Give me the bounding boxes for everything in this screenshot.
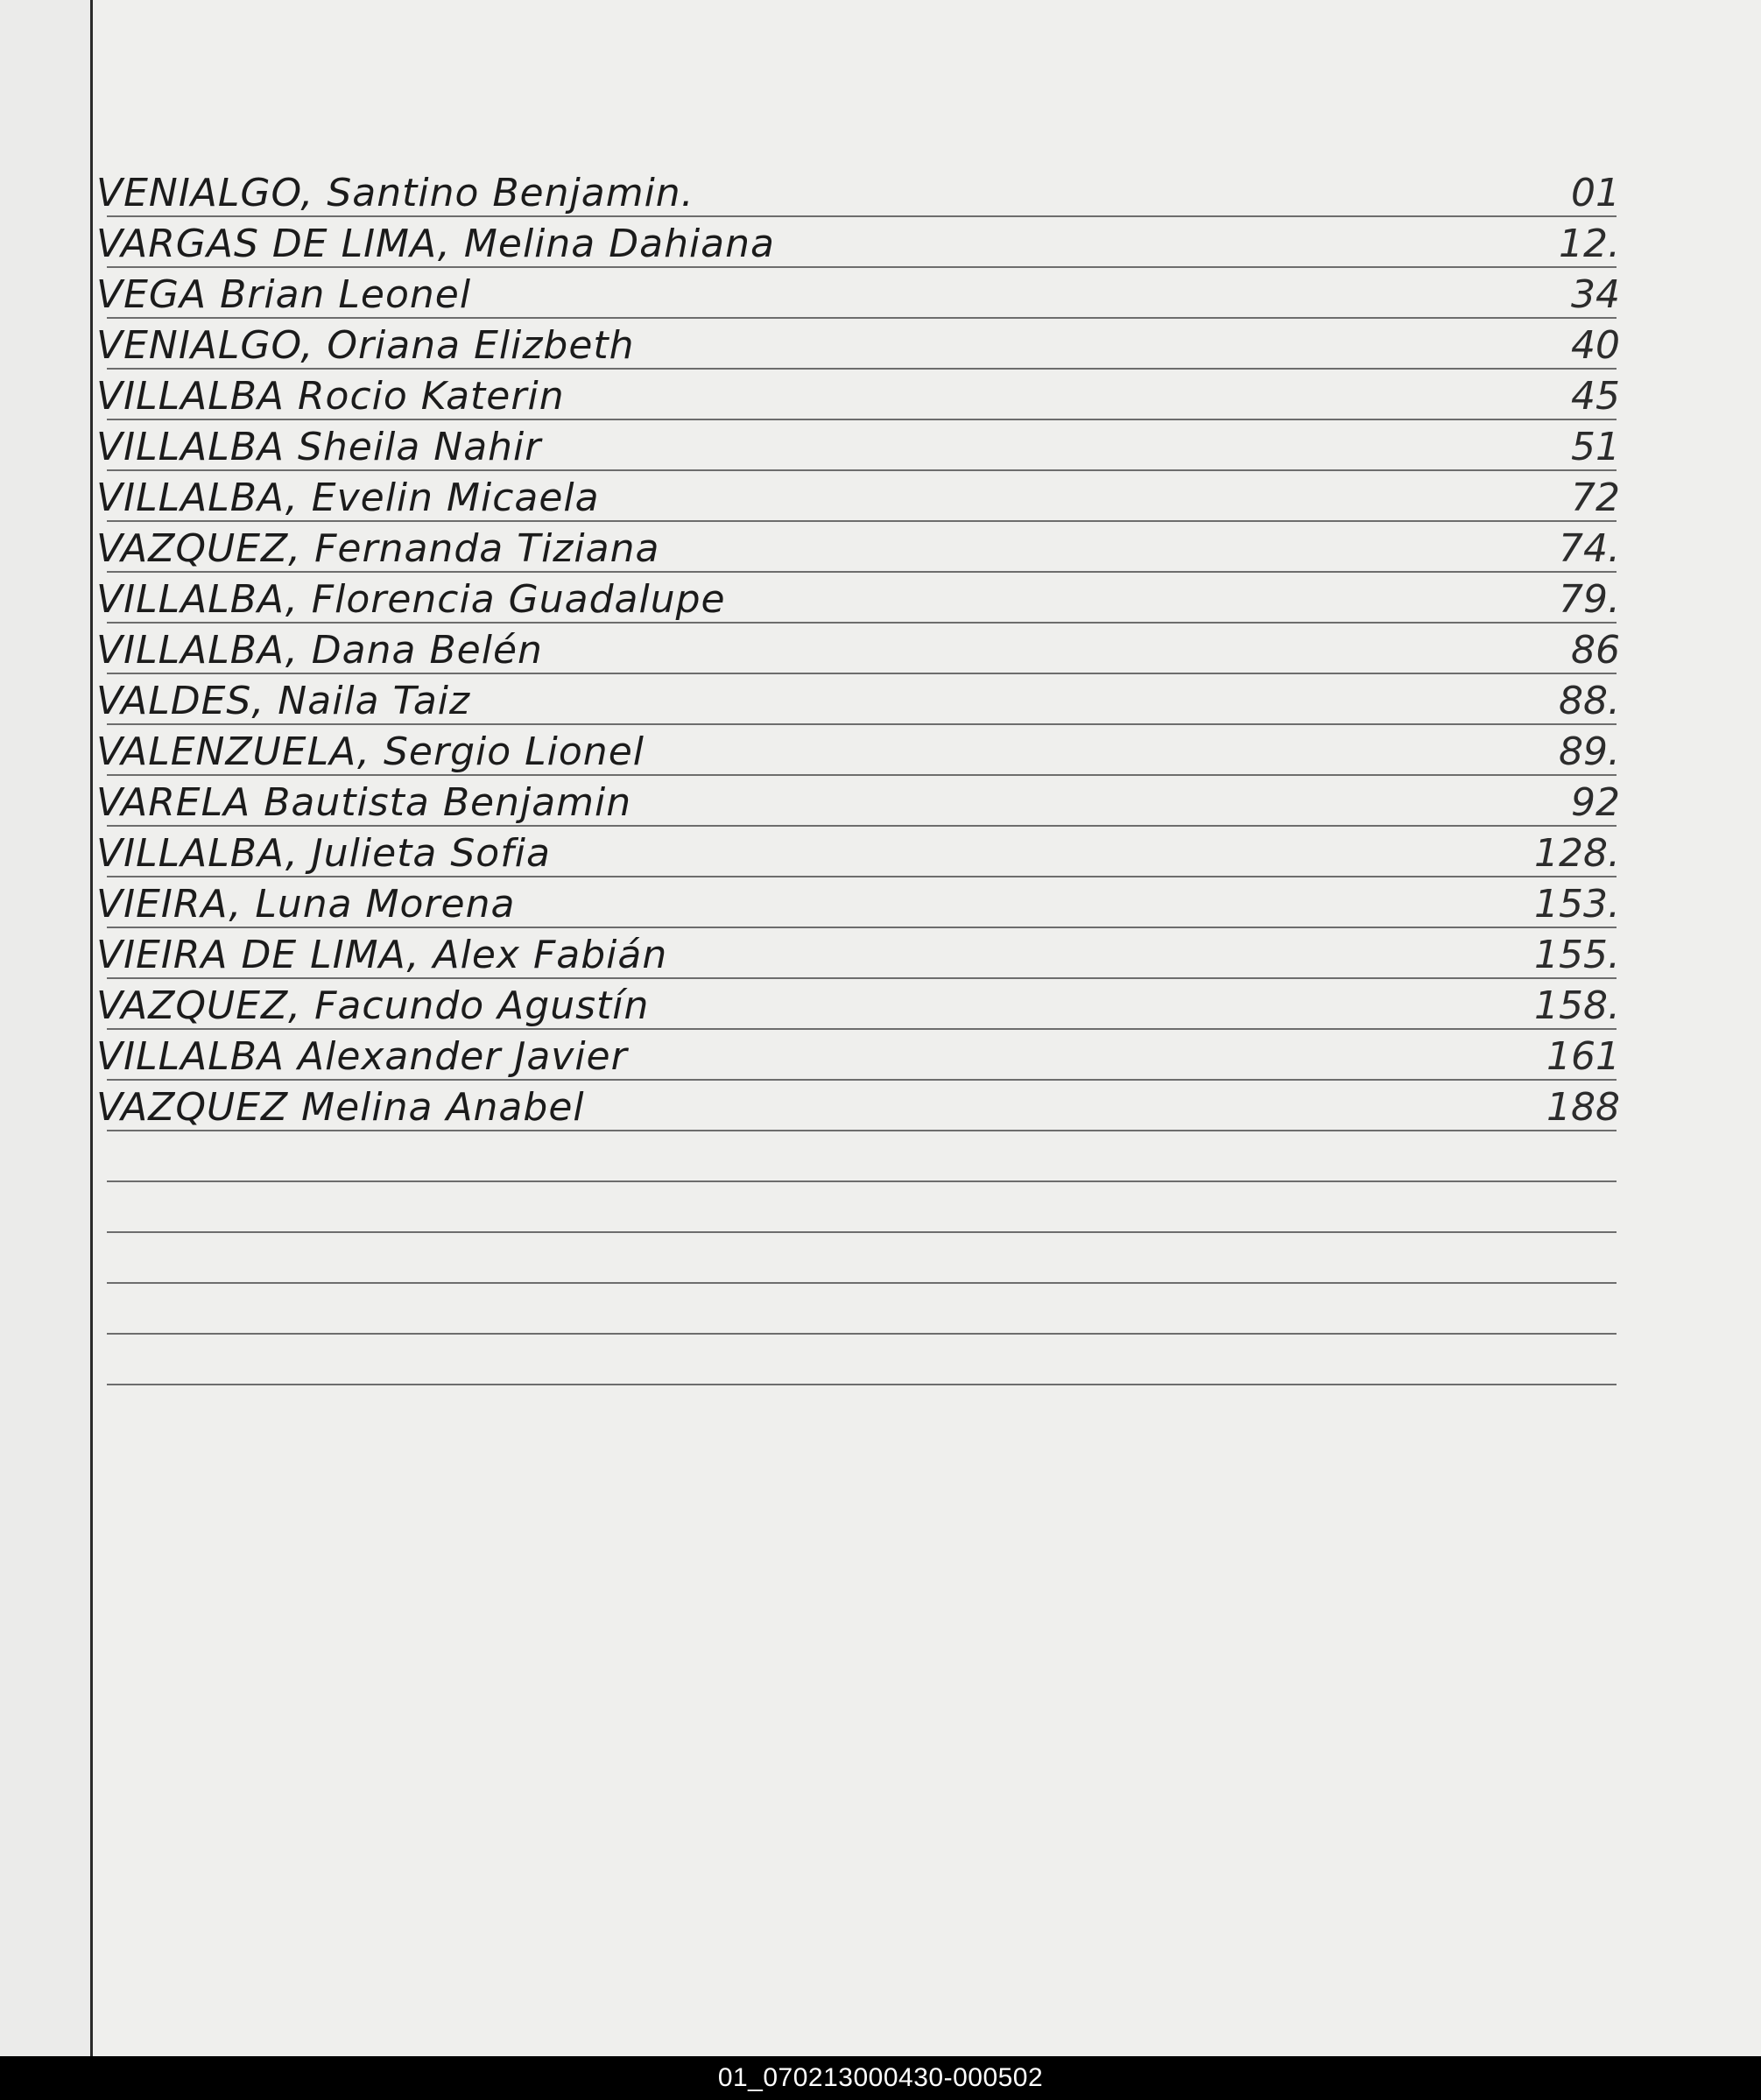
student-name: VILLALBA Sheila Nahir: [96, 425, 542, 469]
list-item: [96, 217, 1620, 268]
student-name: VALENZUELA, Sergio Lionel: [96, 729, 645, 774]
list-item: [96, 725, 1620, 776]
list-item: [96, 319, 1620, 370]
footer-bar: [0, 2056, 1761, 2100]
student-number: 89.: [1559, 729, 1620, 774]
student-name: VILLALBA, Florencia Guadalupe: [96, 577, 726, 622]
student-number: 86: [1571, 628, 1620, 673]
student-name: VILLALBA, Evelin Micaela: [96, 476, 600, 520]
list-item: [96, 166, 1620, 217]
list-item: [96, 420, 1620, 471]
student-number: 188: [1546, 1085, 1620, 1130]
student-name: VIEIRA, Luna Morena: [96, 882, 516, 927]
student-number: 40: [1571, 323, 1620, 368]
list-item: [96, 674, 1620, 725]
student-number: 88.: [1559, 679, 1620, 723]
student-name: VARGAS DE LIMA, Melina Dahiana: [96, 222, 775, 266]
student-name: VALDES, Naila Taiz: [96, 679, 471, 723]
list-item: [96, 979, 1620, 1030]
document-id: 01_070213000430-000502: [717, 2063, 1044, 2092]
student-number: 161: [1546, 1034, 1620, 1079]
list-item: [96, 877, 1620, 928]
list-item: [96, 573, 1620, 624]
list-item: [96, 1030, 1620, 1081]
student-number: 51: [1571, 425, 1620, 469]
list-item: [96, 1081, 1620, 1131]
student-name: VILLALBA Rocio Katerin: [96, 374, 565, 419]
student-number: 79.: [1559, 577, 1620, 622]
student-number: 153.: [1534, 882, 1620, 927]
student-name: VIEIRA DE LIMA, Alex Fabián: [96, 933, 668, 977]
student-name: VEGA Brian Leonel: [96, 272, 472, 317]
list-item: [96, 928, 1620, 979]
student-name: VENIALGO, Oriana Elizbeth: [96, 323, 635, 368]
student-name: VILLALBA Alexander Javier: [96, 1034, 628, 1079]
list-item: [96, 522, 1620, 573]
student-name: VAZQUEZ Melina Anabel: [96, 1085, 585, 1130]
student-name: VAZQUEZ, Facundo Agustín: [96, 983, 650, 1028]
list-item: [96, 776, 1620, 827]
student-number: 74.: [1559, 526, 1620, 571]
student-name: VILLALBA, Julieta Sofia: [96, 831, 551, 876]
student-name: VENIALGO, Santino Benjamin.: [96, 171, 694, 215]
student-number: 12.: [1559, 222, 1620, 266]
student-name: VILLALBA, Dana Belén: [96, 628, 543, 673]
student-number: 72: [1571, 476, 1620, 520]
student-number: 128.: [1534, 831, 1620, 876]
student-number: 01: [1571, 171, 1620, 215]
list-item: [96, 827, 1620, 877]
student-name: VAZQUEZ, Fernanda Tiziana: [96, 526, 660, 571]
list-item: [96, 268, 1620, 319]
list-item: [96, 471, 1620, 522]
student-number: 155.: [1534, 933, 1620, 977]
list-item: [96, 370, 1620, 420]
list-item: [96, 624, 1620, 674]
student-number: 45: [1571, 374, 1620, 419]
student-name: VARELA Bautista Benjamin: [96, 780, 632, 825]
student-number: 92: [1571, 780, 1620, 825]
student-number: 158.: [1534, 983, 1620, 1028]
student-number: 34: [1571, 272, 1620, 317]
